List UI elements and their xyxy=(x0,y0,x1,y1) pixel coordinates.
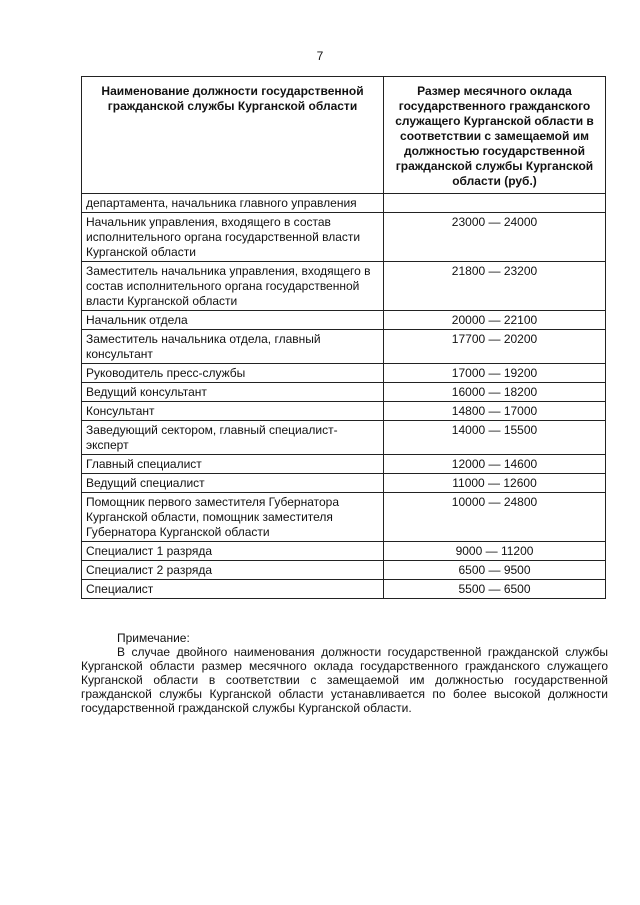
salary-range-cell: 9000 — 11200 xyxy=(384,542,606,561)
table-row xyxy=(82,561,606,580)
table-row xyxy=(82,542,606,561)
table-row xyxy=(82,311,606,330)
salary-range-cell: 17000 — 19200 xyxy=(384,364,606,383)
salary-range-cell: 11000 — 12600 xyxy=(384,474,606,493)
position-cell: Заместитель начальника управления, входящего в состав исполнительного органа государственной власти Курганской области xyxy=(82,262,384,311)
salary-range-cell: 12000 — 14600 xyxy=(384,455,606,474)
position-cell: Ведущий консультант xyxy=(82,383,384,402)
table-row xyxy=(82,421,606,455)
salary-range-cell: 16000 — 18200 xyxy=(384,383,606,402)
position-cell: Консультант xyxy=(82,402,384,421)
note-text: В случае двойного наименования должности государственной гражданской службы Курганской области размер месячного оклада государственного гражданского служащего Курганской области в соответствии с замещаемой им должностью государственной гражданской службы Курганской области устанавливается по более высокой должности государственной гражданской службы Курганской области. xyxy=(81,645,608,715)
table-row xyxy=(82,364,606,383)
position-cell: Начальник отдела xyxy=(82,311,384,330)
table-row xyxy=(82,493,606,542)
position-cell: Начальник управления, входящего в состав исполнительного органа государственной власти Курганской области xyxy=(82,213,384,262)
salary-range-cell: 17700 — 20200 xyxy=(384,330,606,364)
table-row xyxy=(82,402,606,421)
table-row xyxy=(82,213,606,262)
salary-range-cell xyxy=(384,194,606,213)
salary-range-cell: 14000 — 15500 xyxy=(384,421,606,455)
salary-range-cell: 10000 — 24800 xyxy=(384,493,606,542)
salary-range-cell: 5500 — 6500 xyxy=(384,580,606,599)
salary-range-cell: 14800 — 17000 xyxy=(384,402,606,421)
salary-range-cell: 6500 — 9500 xyxy=(384,561,606,580)
position-cell: Заместитель начальника отдела, главный консультант xyxy=(82,330,384,364)
position-cell: Заведующий сектором, главный специалист-эксперт xyxy=(82,421,384,455)
position-cell: Главный специалист xyxy=(82,455,384,474)
table-row xyxy=(82,474,606,493)
position-cell: Ведущий специалист xyxy=(82,474,384,493)
table-row xyxy=(82,194,606,213)
position-cell: Специалист 2 разряда xyxy=(82,561,384,580)
header-salary: Размер месячного оклада государственного гражданского служащего Курганской области в соответствии с замещаемой им должностью государственной гражданской службы Курганской области (руб.) xyxy=(384,77,606,194)
note xyxy=(81,631,608,715)
salary-range-cell: 21800 — 23200 xyxy=(384,262,606,311)
position-cell: Специалист 1 разряда xyxy=(82,542,384,561)
salary-range-cell: 23000 — 24000 xyxy=(384,213,606,262)
note-title: Примечание: xyxy=(117,631,190,645)
table-row xyxy=(82,455,606,474)
table-row xyxy=(82,580,606,599)
table-row xyxy=(82,262,606,311)
position-cell: Руководитель пресс-службы xyxy=(82,364,384,383)
page-number: 7 xyxy=(316,49,324,63)
table-row xyxy=(82,330,606,364)
salary-range-cell: 20000 — 22100 xyxy=(384,311,606,330)
table-header-row xyxy=(82,77,606,194)
header-position: Наименование должности государственной гражданской службы Курганской области xyxy=(82,77,384,194)
table-row xyxy=(82,383,606,402)
position-cell: департамента, начальника главного управления xyxy=(82,194,384,213)
position-cell: Специалист xyxy=(82,580,384,599)
position-cell: Помощник первого заместителя Губернатора Курганской области, помощник заместителя Губернатора Курганской области xyxy=(82,493,384,542)
salary-table xyxy=(81,76,606,599)
